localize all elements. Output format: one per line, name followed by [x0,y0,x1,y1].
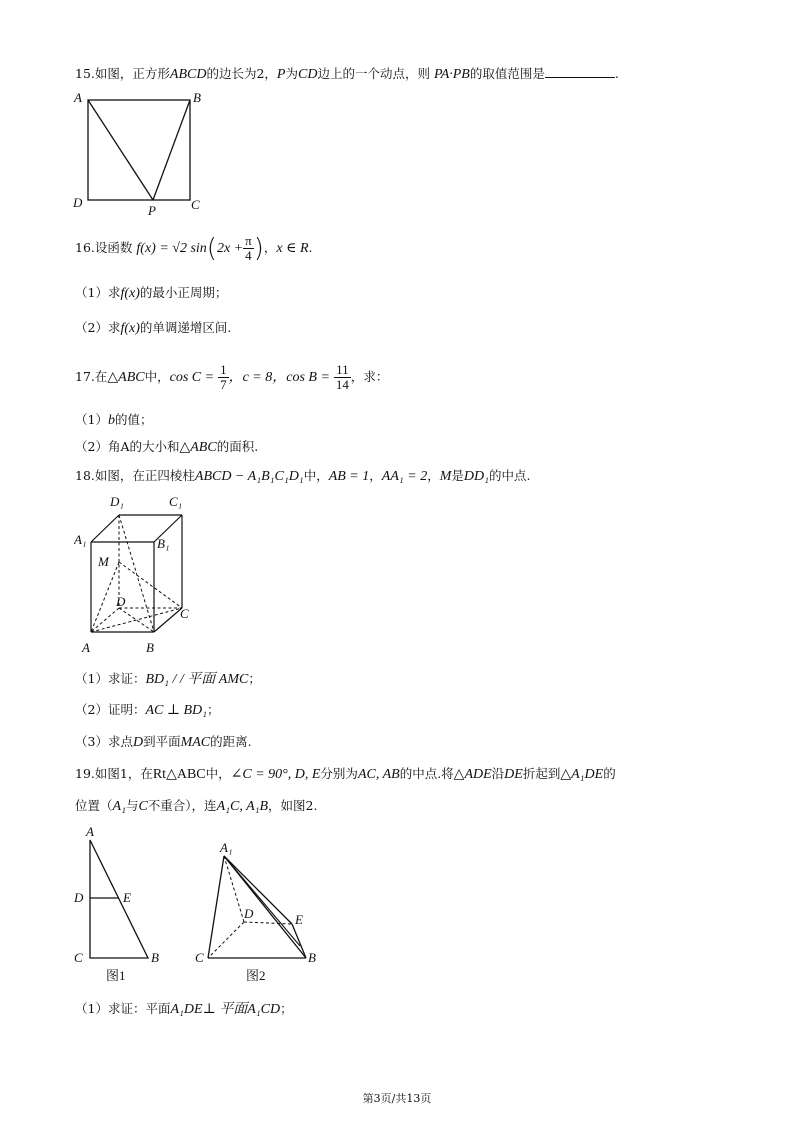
label-c1: C₁ [169,494,183,509]
q19-text-line2: 位置（A₁与C不重合），连A₁C, A₁B，如图2. [75,798,318,814]
q16-text: 16.设函数 f(x) = √2 sin(2x + $\frac{\pi}{4}$ )，x ∈ R. [75,233,313,264]
function-f: f(x) = √2 sin [136,241,207,256]
figure-1-right-triangle [70,822,190,988]
label-c: C [191,197,200,212]
label-a: A [86,824,94,839]
vector-product: PA·PB [433,67,470,82]
label-b: B [151,950,159,965]
q18-part2: （2）证明：AC ⊥ BD₁； [75,702,220,718]
q17-text: 17.在△ABC中，cos C = $\frac{1}{7}$ ，c = 8，cos B = $\frac{11}{14}$ ，求： [75,362,389,392]
label-m: M [98,554,109,569]
segment-pb [153,100,190,200]
label-e2: E [295,912,303,927]
q18-part1: （1）求证：BD₁ / / 平面 AMC； [75,671,261,687]
q19-text-line1: 19.如图1，在Rt△ABC中，∠C = 90°, D, E分别为AC, AB的中点.将△ADE沿DE折起到△A₁DE的 [75,766,616,782]
answer-blank [545,65,615,78]
label-b2: B [308,950,316,965]
label-c: C [74,950,83,965]
label-d1: D₁ [110,494,124,509]
triangle-abc [90,840,148,958]
fraction-11-over-14: $\frac{11}{14}$ [335,362,349,392]
label-c2: C [195,950,204,965]
square-outline [88,100,190,200]
label-d: D [116,594,126,609]
fraction-1-over-7: $\frac{1}{7}$ [220,362,227,392]
figure-prism [74,490,204,658]
label-b1: B₁ [157,536,170,551]
label-a1: A₁ [220,840,233,855]
label-a: A [82,640,90,655]
q15-text: 15.如图，正方形ABCD的边长为2，P为CD边上的一个动点，则 PA·PB的取值范围是 . [75,66,619,82]
caption-fig1: 图1 [106,968,126,983]
figure-square-abcd [70,86,210,220]
label-d2: D [244,906,254,921]
label-a1: A₁ [74,532,87,547]
segment-pa [88,100,153,200]
label-b: B [146,640,154,655]
q18-text: 18.如图，在正四棱柱ABCD − A₁B₁C₁D₁中，AB = 1，AA₁ = 2，M是DD₁的中点. [75,468,531,484]
figure-2-folded [192,836,332,986]
label-a: A [74,90,82,105]
q16-part2: （2）求f(x)的单调递增区间. [75,320,232,336]
label-c: C [180,606,189,621]
fraction-pi-over-4: $\frac{\pi}{4}$ [245,233,252,263]
q17-part2: （2）角A的大小和△ABC的面积. [75,439,259,455]
label-e: E [123,890,131,905]
label-b: B [193,90,201,105]
label-d: D [73,195,83,210]
page-number: 第3页/共13页 [362,1092,432,1105]
label-d: D [74,890,84,905]
q18-part3: （3）求点D到平面MAC的距离. [75,734,252,750]
label-p: P [148,203,156,218]
q16-part1: （1）求f(x)的最小正周期； [75,285,228,301]
q19-part1: （1）求证：平面A₁DE⊥ 平面A₁CD； [75,1001,293,1017]
caption-fig2: 图2 [246,968,266,983]
q17-part1: （1）b的值； [75,412,153,428]
